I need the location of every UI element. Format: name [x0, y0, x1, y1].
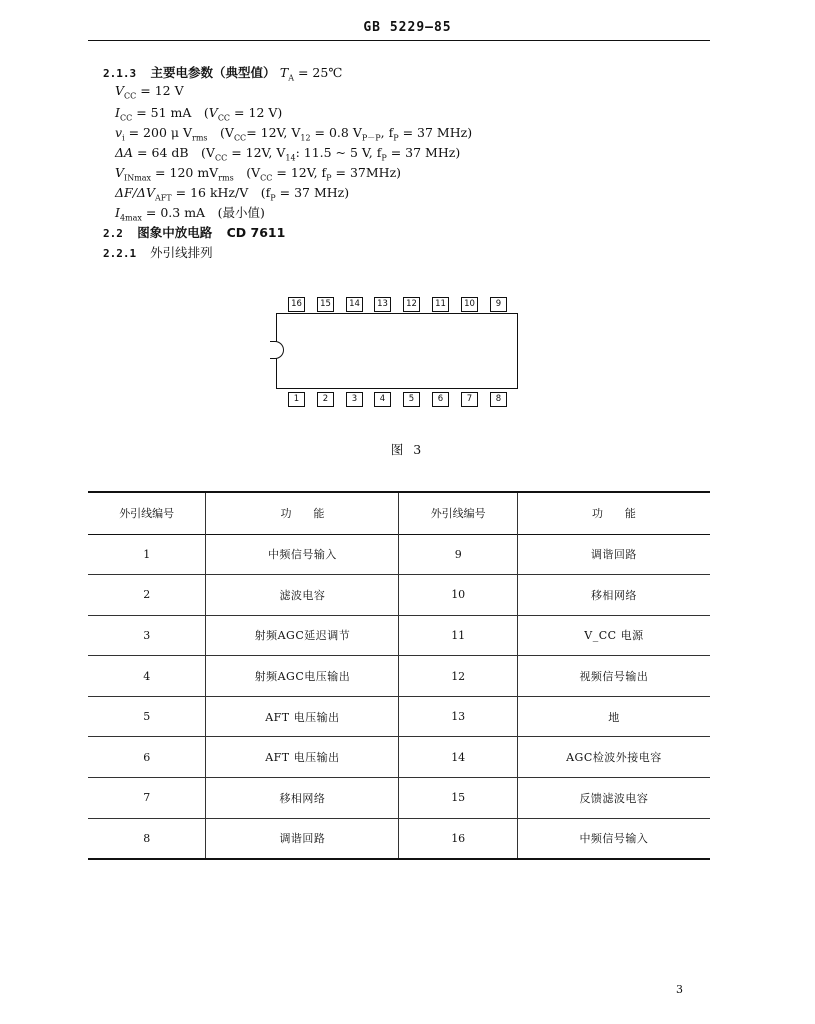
chip-pin-top: 9 [490, 297, 507, 312]
pin-number: 7 [88, 778, 206, 819]
table-row [88, 656, 710, 697]
chip-pin-bottom: 2 [317, 392, 334, 407]
pin-function: 中频信号输入 [206, 534, 399, 575]
pin-number: 2 [88, 575, 206, 616]
section-title: 图象中放电路 [137, 225, 213, 240]
section-2-1-3-heading [103, 63, 342, 83]
table-row [88, 615, 710, 656]
table-row [88, 818, 710, 859]
table-row [88, 778, 710, 819]
pin-number: 8 [88, 818, 206, 859]
section-title: 外引线排列 [150, 245, 213, 260]
pin-number: 14 [399, 737, 517, 778]
header-function: 功 能 [206, 492, 399, 534]
section-number: 2.2.1 [103, 247, 137, 260]
pin-function: 地 [517, 696, 710, 737]
chip-pin-bottom: 5 [403, 392, 420, 407]
pin-function: AFT 电压输出 [206, 737, 399, 778]
header-rule [88, 40, 710, 41]
pin-number: 5 [88, 696, 206, 737]
chip-model: CD 7611 [226, 225, 286, 240]
section-title: 主要电参数（典型值） [150, 65, 276, 80]
section-2-2-heading [103, 223, 285, 241]
pin-number: 6 [88, 737, 206, 778]
pin-function: AGC检波外接电容 [517, 737, 710, 778]
header-function: 功 能 [517, 492, 710, 534]
pin-number: 10 [399, 575, 517, 616]
chip-pin-bottom: 3 [346, 392, 363, 407]
param-vin-max: $V_{INmax} = 120$ $mV_{rms}$ ($V_{CC} = 12V$, $f_P = 37MHz$) [115, 165, 402, 183]
pin-function: 滤波电容 [206, 575, 399, 616]
pin-function: 射频AGC延迟调节 [206, 615, 399, 656]
pin-function: V_CC 电源 [517, 615, 710, 656]
section-number: 2.1.3 [103, 67, 137, 80]
pin-function: 射频AGC电压输出 [206, 656, 399, 697]
page-number: 3 [676, 983, 683, 996]
pin-function-table [88, 491, 710, 860]
page-header-title: GB 5229—85 [363, 20, 452, 35]
chip-pin-top: 10 [461, 297, 478, 312]
pin-number: 4 [88, 656, 206, 697]
chip-pin-bottom: 1 [288, 392, 305, 407]
table-row [88, 696, 710, 737]
pin-number: 15 [399, 778, 517, 819]
pin-number: 12 [399, 656, 517, 697]
chip-pin-top: 11 [432, 297, 449, 312]
chip-pin-bottom: 6 [432, 392, 449, 407]
pin-function: AFT 电压输出 [206, 696, 399, 737]
chip-pin-top: 12 [403, 297, 420, 312]
table-header-row [88, 492, 710, 534]
pin-number: 11 [399, 615, 517, 656]
header-pin-number: 外引线编号 [88, 492, 206, 534]
pin-number: 9 [399, 534, 517, 575]
param-delta-f: $\Delta F/\Delta V_{AFT} = 16$ kHz/V ($f_P = 37$ MHz) [115, 185, 350, 203]
ta-subscript: A [288, 73, 294, 83]
pin-function: 反馈滤波电容 [517, 778, 710, 819]
pin-function: 视频信号输出 [517, 656, 710, 697]
pin-function: 移相网络 [517, 575, 710, 616]
param-icc: $I_{CC} = 51$ mA ($V_{CC} = 12$ V) [115, 105, 283, 123]
pin-number: 13 [399, 696, 517, 737]
chip-pin-bottom: 4 [374, 392, 391, 407]
chip-pin-top: 14 [346, 297, 363, 312]
figure-caption: 图 3 [390, 442, 425, 457]
section-number: 2.2 [103, 227, 123, 240]
pin-function: 调谐回路 [206, 818, 399, 859]
pin-number: 1 [88, 534, 206, 575]
pin-number: 16 [399, 818, 517, 859]
ta-symbol: T [279, 65, 289, 80]
chip-pin-bottom: 7 [461, 392, 478, 407]
section-2-2-1-heading [103, 243, 213, 261]
pin-function: 调谐回路 [517, 534, 710, 575]
table-row [88, 737, 710, 778]
chip-pin-top: 13 [374, 297, 391, 312]
param-i4-max: $I_{4max} = 0.3$ mA (最小值) [115, 205, 265, 223]
pin-function: 移相网络 [206, 778, 399, 819]
table-row [88, 575, 710, 616]
chip-body [276, 313, 518, 389]
chip-pin-top: 16 [288, 297, 305, 312]
header-pin-number: 外引线编号 [399, 492, 517, 534]
chip-pin-top: 15 [317, 297, 334, 312]
ta-value: = 25℃ [297, 65, 343, 80]
pin-number: 3 [88, 615, 206, 656]
param-vcc: $V_{CC} = 12$ V [115, 83, 184, 101]
chip-pin-bottom: 8 [490, 392, 507, 407]
table-row [88, 534, 710, 575]
param-delta-a: ΔA = 64 dB ($V_{CC} = 12V$, $V_{14}$: 11.5 ~ 5 V, $f_P = 37$ MHz) [115, 145, 461, 163]
pin-function: 中频信号输入 [517, 818, 710, 859]
param-vi: $v_i = 200$ μ $V_{rms}$ ($V_{CC}= 12V$, $V_{12} = 0.8$ $V_{P-P}$, $f_P = 37$ MHz) [115, 125, 473, 143]
